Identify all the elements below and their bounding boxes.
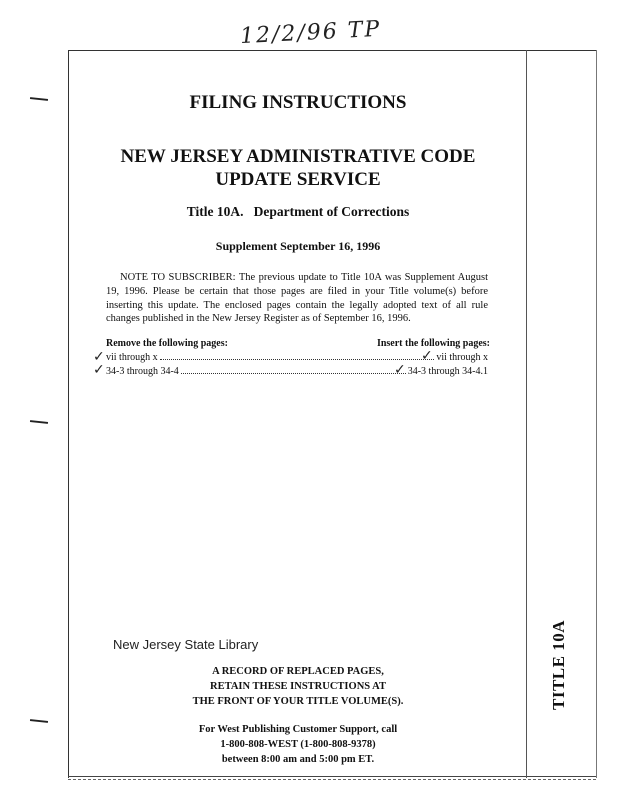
checkmark-icon: ✓ (93, 362, 105, 378)
checkmark-icon: ✓ (93, 349, 105, 365)
title-tab (548, 610, 570, 720)
support-phone: 1-800-808-WEST (1-800-808-9378) (220, 739, 376, 750)
frame-top-border (68, 50, 596, 51)
insert-pages-value: vii through x (436, 352, 488, 363)
title-tab-label: TITLE 10A (549, 620, 568, 710)
customer-support-info (70, 722, 526, 767)
remove-pages-value: vii through x (106, 352, 158, 363)
library-stamp: New Jersey State Library (113, 637, 259, 652)
support-line1: For West Publishing Customer Support, call (198, 724, 398, 735)
record-notice-line3: THE FRONT OF YOUR TITLE VOLUME(S). (192, 696, 404, 707)
record-notice-line2: RETAIN THESE INSTRUCTIONS AT (210, 681, 386, 692)
support-hours: between 8:00 am and 5:00 pm ET. (221, 754, 375, 765)
dot-leader (160, 359, 435, 360)
handwritten-date-note: 12/2/96 TP (239, 16, 382, 50)
page-row (106, 364, 488, 377)
code-title-line2: UPDATE SERVICE (215, 169, 381, 190)
page-title: FILING INSTRUCTIONS (189, 92, 407, 113)
remove-pages-header: Remove the following pages: (106, 338, 228, 349)
insert-pages-header: Insert the following pages: (376, 338, 490, 349)
binder-hole-mark (30, 719, 48, 723)
remove-pages-value: 34-3 through 34-4 (106, 366, 179, 377)
checkmark-icon: ✓ (394, 362, 406, 378)
supplement-date: Supplement September 16, 1996 (215, 239, 381, 253)
dot-leader (181, 373, 406, 374)
checkmark-icon: ✓ (421, 348, 433, 364)
record-notice-line1: A RECORD OF REPLACED PAGES, (212, 666, 384, 677)
binder-hole-mark (30, 420, 48, 424)
code-title-line1: NEW JERSEY ADMINISTRATIVE CODE (120, 146, 476, 167)
tab-divider-line (526, 50, 527, 778)
frame-bottom-border (68, 776, 596, 777)
binder-hole-mark (30, 97, 48, 101)
subscriber-note: NOTE TO SUBSCRIBER: The previous update to Title 10A was Supplement August 19, 1996. Please be certain that those pages are filed in your Title volume(s) before inserting this update. The enclosed pages contain the legally adopted text of all rule changes published in the New Jersey Register as of September 16, 1996. (106, 272, 488, 325)
frame-left-border (68, 50, 69, 778)
right-edge-line (596, 50, 597, 778)
record-notice (70, 664, 526, 709)
title-department: Title 10A. Department of Corrections (186, 204, 410, 219)
code-title (70, 145, 526, 191)
insert-pages-value: 34-3 through 34-4.1 (407, 366, 488, 377)
frame-bottom-dashed-border (68, 779, 596, 780)
